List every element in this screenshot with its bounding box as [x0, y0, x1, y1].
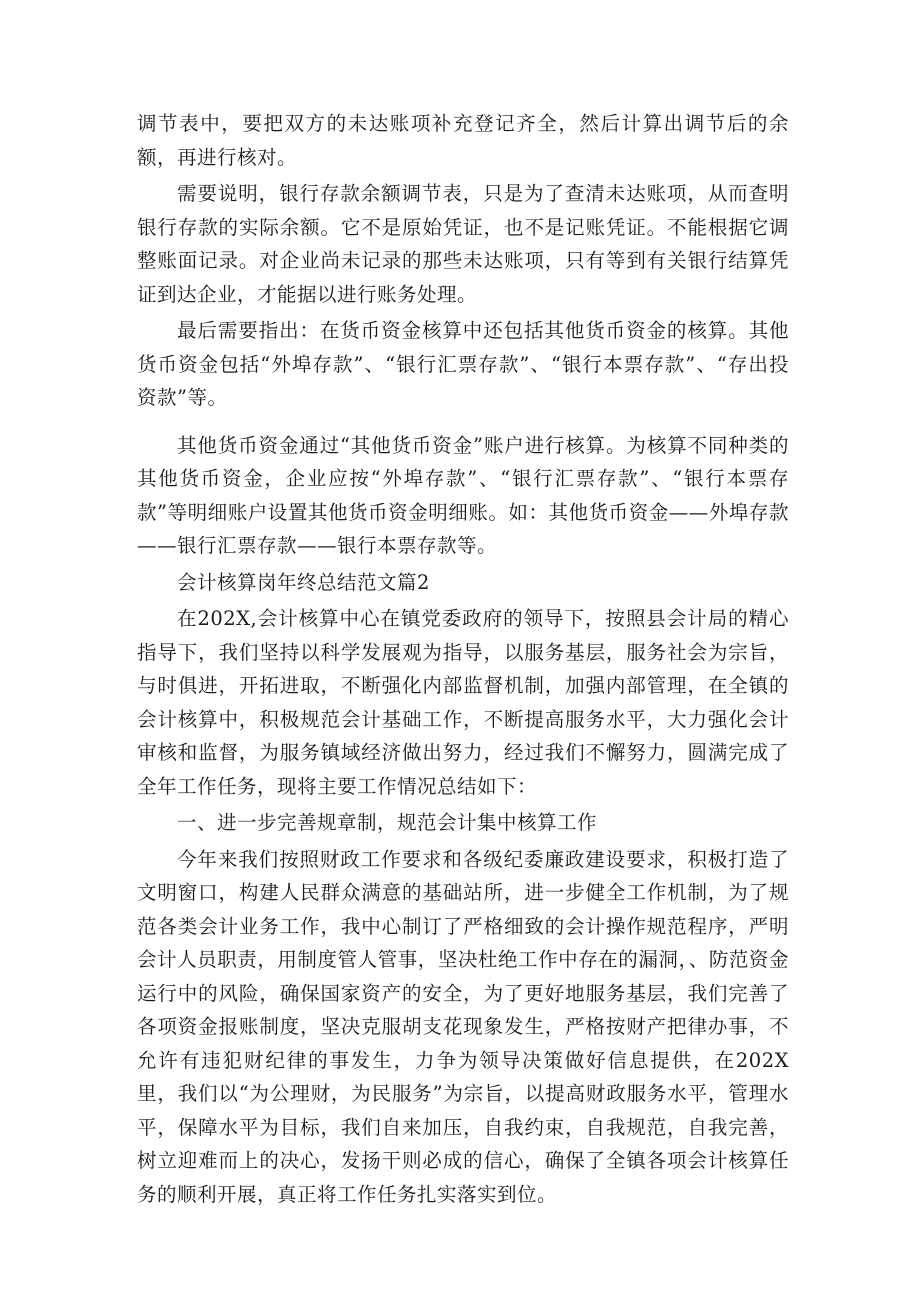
paragraph-rules-and-regulations: 今年来我们按照财政工作要求和各级纪委廉政建设要求，积极打造了文明窗口，构建人民群众满意的基础站所，进一步健全工作机制，为了规范各类会计业务工作，我中心制订了严格细致的会计操作规范程序，严明会计人员职责，用制度管人管事，坚决杜绝工作中存在的漏洞，、防范资金运行中的风险，确保国家资产的安全，为了更好地服务基层，我们完善了各项资金报账制度，坚决克服胡支花现象发生，严格按财产把律办事，不允许有违犯财纪律的事发生，力争为领导决策做好信息提供，在202X里，我们以“为公理财，为民服务”为宗旨，以提高财政服务水平，管理水平，保障水平为目标，我们自来加压，自我约束，自我规范，自我完善，树立迎难而上的决心，发扬干则必成的信心，确保了全镇各项会计核算任务的顺利开展，真正将工作任务扎实落实到位。: [137, 847, 789, 1206]
paragraph-other-monetary-funds: 最后需要指出：在货币资金核算中还包括其他货币资金的核算。其他货币资金包括“外埠存款”、“银行汇票存款”、“银行本票存款”、“存出投资款”等。: [137, 319, 789, 409]
paragraph-annual-summary-intro: 在202X,会计核算中心在镇党委政府的领导下，按照县会计局的精心指导下，我们坚持以科学发展观为指导，以服务基层，服务社会为宗旨，与时俱进，开拓进取，不断强化内部监督机制，加强内部管理，在全镇的会计核算中，积极规范会计基础工作，不断提高服务水平，大力强化会计审核和监督，为服务镇域经济做出努力，经过我们不懈努力，圆满完成了全年工作任务，现将主要工作情况总结如下：: [137, 607, 789, 798]
article-section-title: 会计核算岗年终总结范文篇2: [177, 570, 430, 594]
paragraph-reconciliation-table: 调节表中，要把双方的未达账项补充登记齐全，然后计算出调节后的余额，再进行核对。: [137, 112, 789, 169]
subsection-heading: 一、进一步完善规章制，规范会计集中核算工作: [177, 811, 598, 834]
paragraph-gap: [137, 415, 789, 429]
document-body: [137, 107, 789, 1211]
paragraph-explanation-note: 需要说明，银行存款余额调节表，只是为了查清未达账项，从而查明银行存款的实际余额。它不是原始凭证，也不是记账凭证。不能根据它调整账面记录。对企业尚未记录的那些未达账项，只有等到有关银行结算凭证到达企业，才能据以进行账务处理。: [137, 182, 789, 306]
paragraph-account-setup: 其他货币资金通过“其他货币资金”账户进行核算。为核算不同种类的其他货币资金，企业应按“外埠存款”、“银行汇票存款”、“银行本票存款”等明细账户设置其他货币资金明细账。如：其他货币资金——外埠存款——银行汇票存款——银行本票存款等。: [137, 433, 789, 557]
